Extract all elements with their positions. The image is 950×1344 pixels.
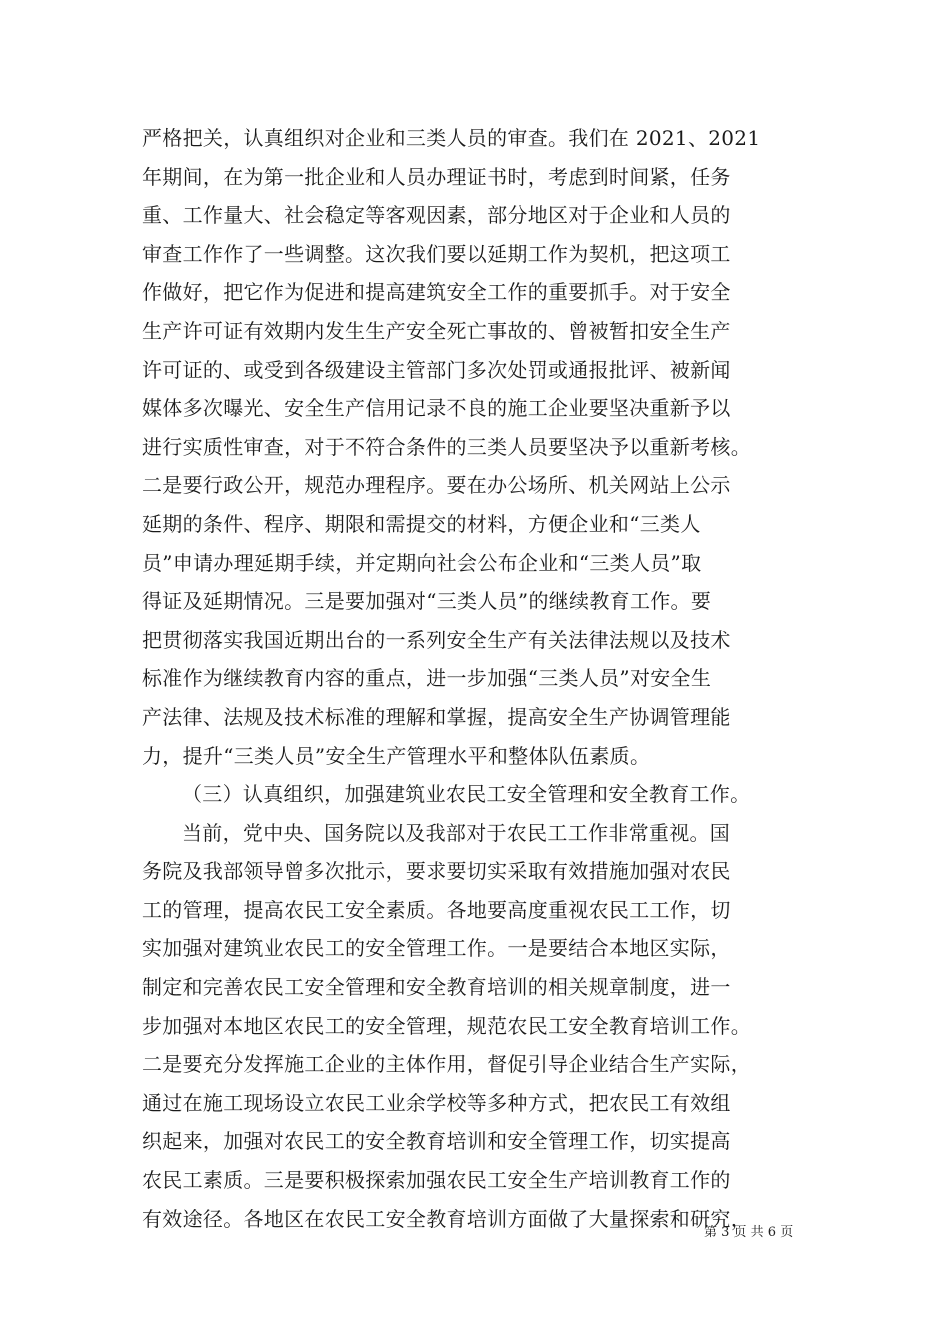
- page-number: 第 3 页 共 6 页: [704, 1225, 794, 1240]
- paragraph-first-line: 当前，党中央、国务院以及我部对于农民工工作非常重视。国: [182, 820, 731, 845]
- text-line: 审查工作作了一些调整。这次我们要以延期工作为契机，把这项工: [142, 241, 731, 266]
- text-line: 农民工素质。三是要积极探索加强农民工安全生产培训教育工作的: [142, 1168, 731, 1193]
- text-line: 生产许可证有效期内发生生产安全死亡事故的、曾被暂扣安全生产: [142, 318, 731, 343]
- text-line: 标准作为继续教育内容的重点，进一步加强“三类人员”对安全生: [142, 666, 712, 691]
- text-line: 工的管理，提高农民工安全素质。各地要高度重视农民工工作，切: [142, 897, 731, 922]
- text-line: 媒体多次曝光、安全生产信用记录不良的施工企业要坚决重新予以: [142, 396, 731, 421]
- text-line: 许可证的、或受到各级建设主管部门多次处罚或通报批评、被新闻: [142, 357, 731, 382]
- document-body: [142, 119, 814, 1238]
- section-heading: （三）认真组织，加强建筑业农民工安全管理和安全教育工作。: [182, 782, 751, 807]
- text-line: 产法律、法规及技术标准的理解和掌握，提高安全生产协调管理能: [142, 704, 731, 729]
- text-line: 进行实质性审查，对于不符合条件的三类人员要坚决予以重新考核。: [142, 434, 751, 459]
- text-line: 通过在施工现场设立农民工业余学校等多种方式，把农民工有效组: [142, 1090, 731, 1115]
- text-line: 员”申请办理延期手续，并定期向社会公布企业和“三类人员”取: [142, 550, 702, 575]
- text-line: 作做好，把它作为促进和提高建筑安全工作的重要抓手。对于安全: [142, 280, 731, 305]
- text-line: 把贯彻落实我国近期出台的一系列安全生产有关法律法规以及技术: [142, 627, 731, 652]
- text-line: 年期间，在为第一批企业和人员办理证书时，考虑到时间紧，任务: [142, 164, 731, 189]
- text-line: 二是要行政公开，规范办理程序。要在办公场所、机关网站上公示: [142, 473, 731, 498]
- text-line: 延期的条件、程序、期限和需提交的材料，方便企业和“三类人: [142, 511, 701, 536]
- text-line: 重、工作量大、社会稳定等客观因素，部分地区对于企业和人员的: [142, 203, 731, 228]
- text-line: 二是要充分发挥施工企业的主体作用，督促引导企业结合生产实际，: [142, 1052, 751, 1077]
- text-line: 严格把关，认真组织对企业和三类人员的审查。我们在 2021、2021: [142, 126, 761, 150]
- text-line: 织起来，加强对农民工的安全教育培训和安全管理工作，切实提高: [142, 1129, 731, 1154]
- text-line: 务院及我部领导曾多次批示，要求要切实采取有效措施加强对农民: [142, 859, 731, 884]
- text-line: 有效途径。各地区在农民工安全教育培训方面做了大量探索和研究，: [142, 1206, 751, 1231]
- text-line: 得证及延期情况。三是要加强对“三类人员”的继续教育工作。要: [142, 589, 712, 614]
- text-line: 力，提升“三类人员”安全生产管理水平和整体队伍素质。: [142, 743, 651, 768]
- text-line: 实加强对建筑业农民工的安全管理工作。一是要结合本地区实际，: [142, 936, 731, 961]
- text-line: 步加强对本地区农民工的安全管理，规范农民工安全教育培训工作。: [142, 1013, 751, 1038]
- text-line: 制定和完善农民工安全管理和安全教育培训的相关规章制度，进一: [142, 975, 731, 1000]
